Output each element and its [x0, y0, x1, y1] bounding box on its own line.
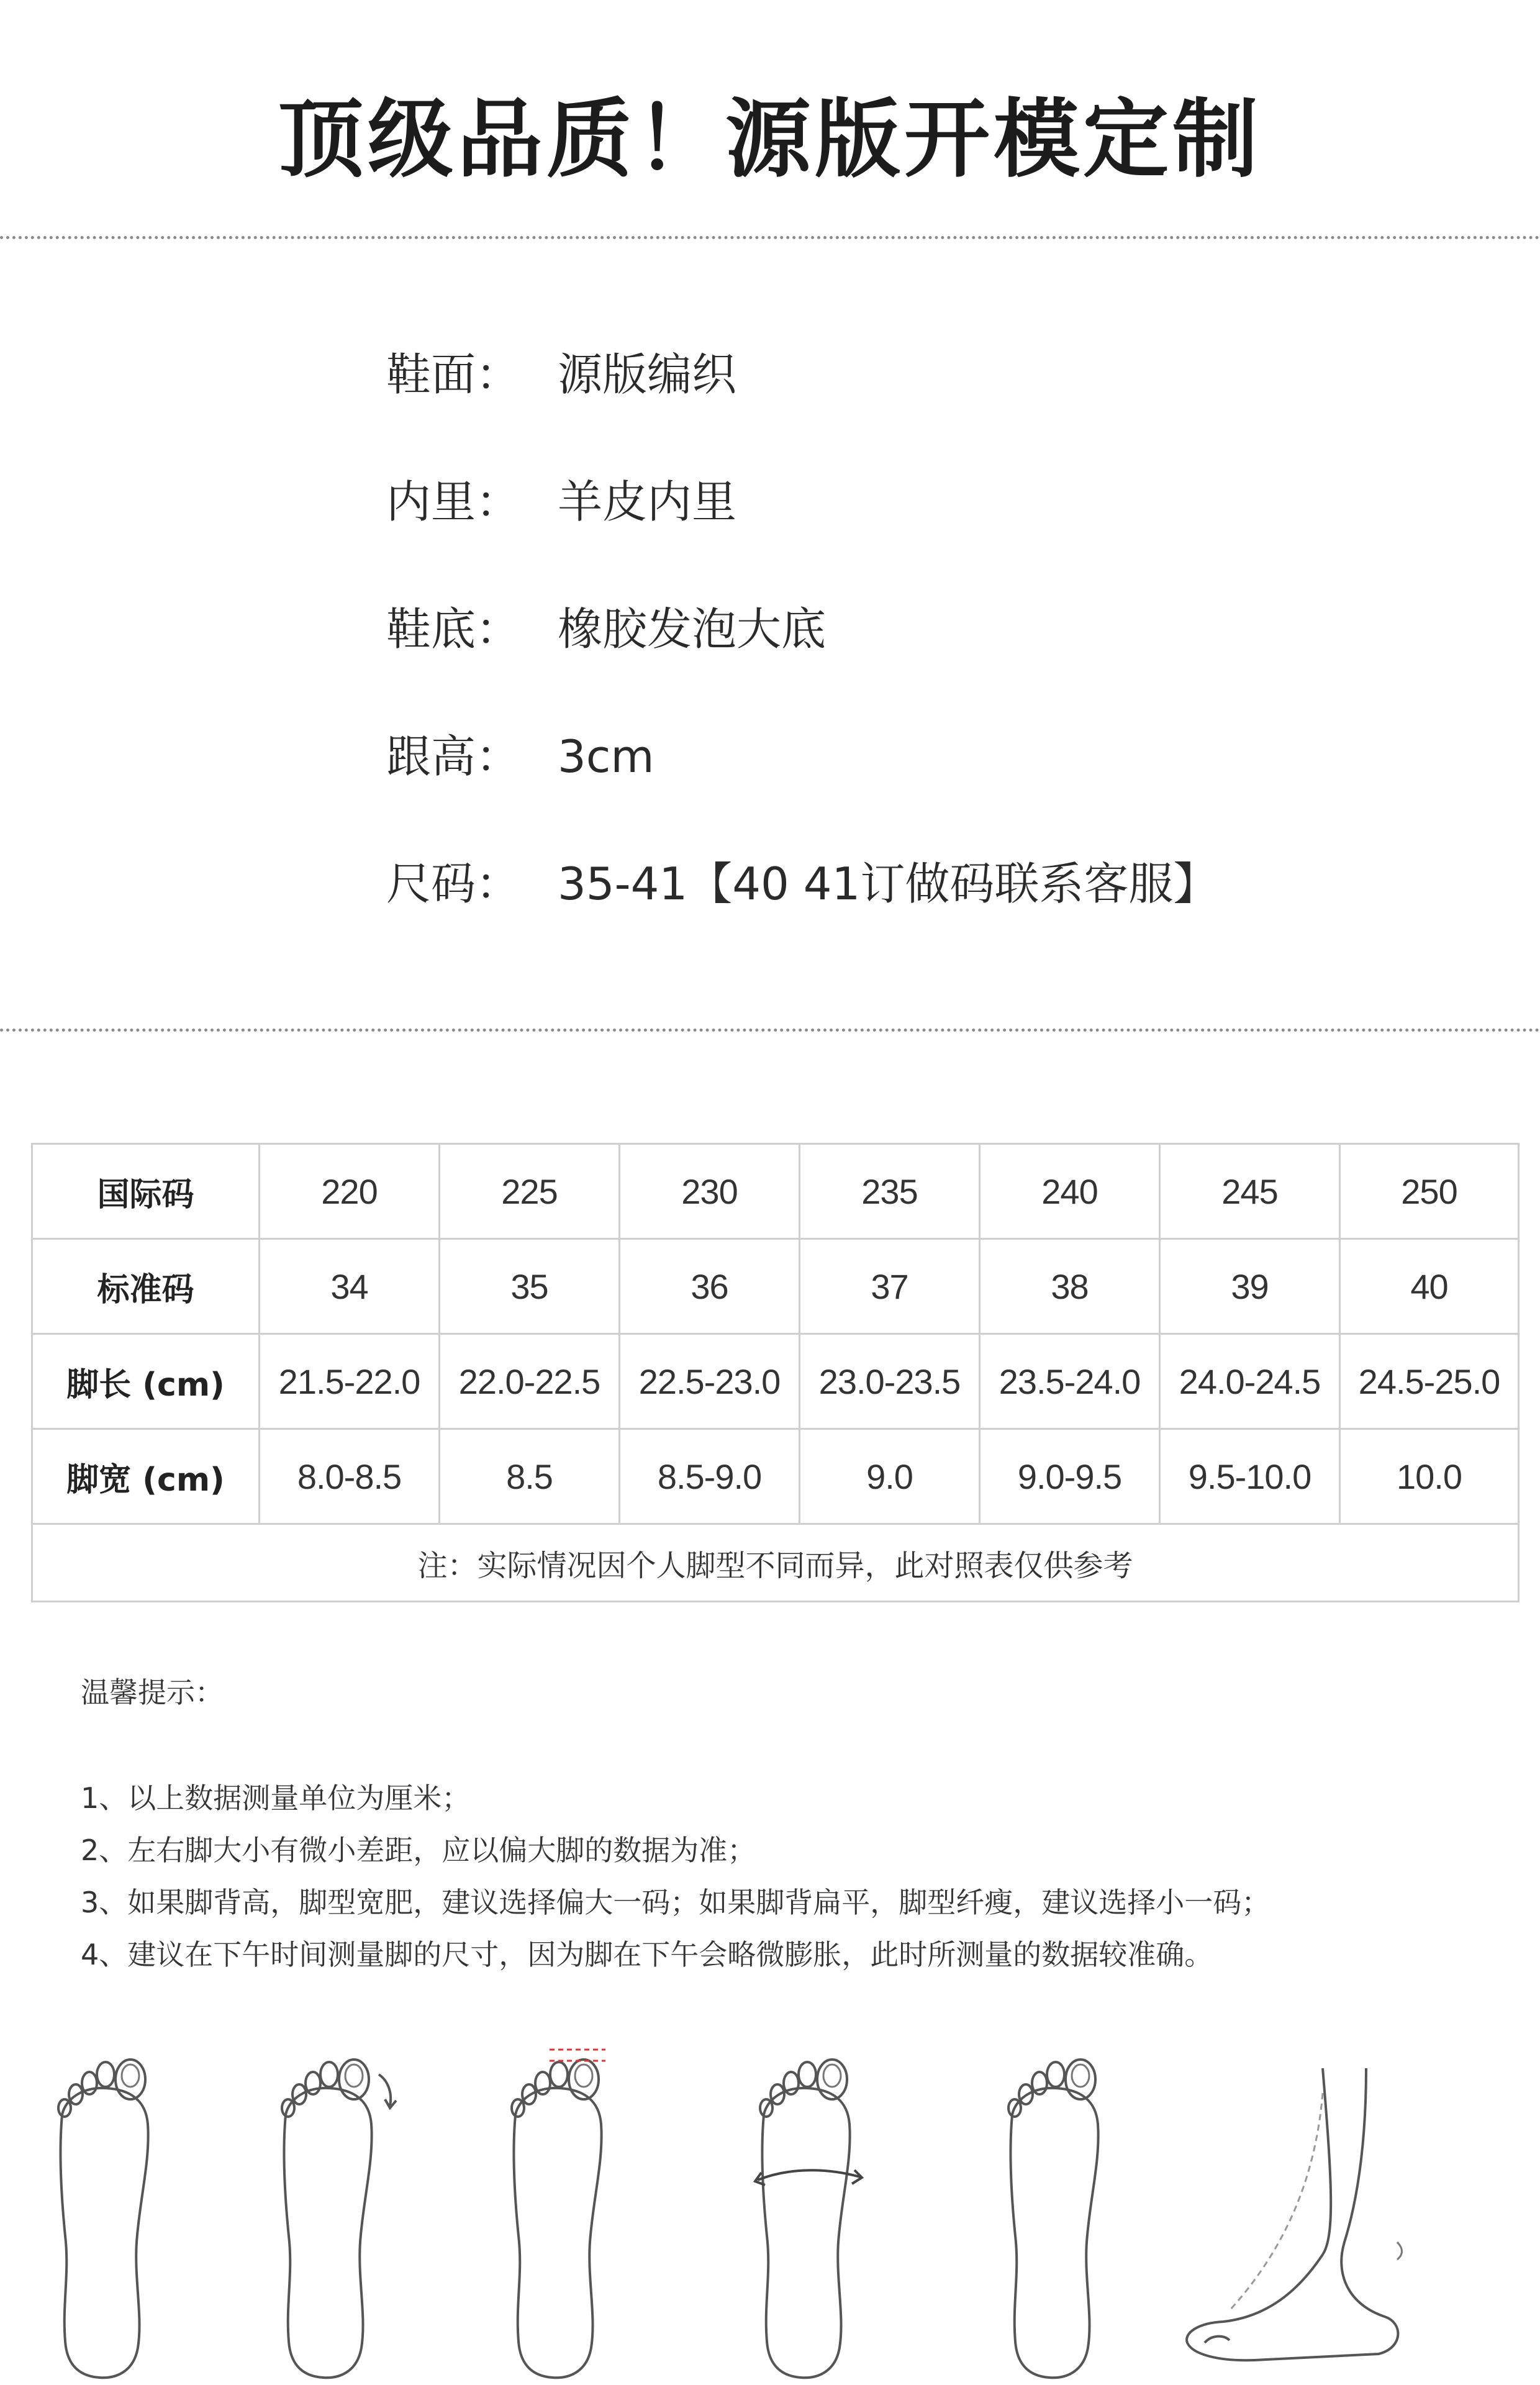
table-cell: 22.0-22.5	[440, 1334, 620, 1429]
foot-illustrations	[0, 2025, 1540, 2385]
row-header: 国际码	[32, 1144, 260, 1239]
table-row-foot-length	[32, 1334, 1519, 1429]
table-cell: 9.0	[800, 1429, 980, 1524]
table-cell: 24.5-25.0	[1340, 1334, 1519, 1429]
spec-label: 尺码：	[386, 858, 521, 910]
table-cell: 34	[260, 1239, 440, 1334]
spec-label: 鞋底：	[386, 603, 521, 655]
tips-title: 温馨提示：	[81, 1676, 224, 1709]
tip-item: 1、以上数据测量单位为厘米；	[81, 1781, 471, 1815]
spec-label: 内里：	[386, 476, 521, 528]
table-cell: 245	[1160, 1144, 1340, 1239]
table-cell: 21.5-22.0	[260, 1334, 440, 1429]
table-cell: 240	[980, 1144, 1160, 1239]
table-cell: 8.0-8.5	[260, 1429, 440, 1524]
table-cell: 8.5-9.0	[620, 1429, 800, 1524]
table-cell: 250	[1340, 1144, 1519, 1239]
table-cell: 9.0-9.5	[980, 1429, 1160, 1524]
table-cell: 23.5-24.0	[980, 1334, 1160, 1429]
table-cell: 22.5-23.0	[620, 1334, 800, 1429]
foot-outline-icon	[1008, 2060, 1098, 2378]
table-cell: 9.5-10.0	[1160, 1429, 1340, 1524]
row-header: 标准码	[32, 1239, 260, 1334]
tip-item: 4、建议在下午时间测量脚的尺寸，因为脚在下午会略微膨胀，此时所测量的数据较准确。	[81, 1938, 1213, 1971]
foot-big-toe-arrow-icon	[282, 2060, 396, 2378]
table-cell: 10.0	[1340, 1429, 1519, 1524]
row-header: 脚宽 (cm)	[32, 1429, 260, 1524]
table-cell: 225	[440, 1144, 620, 1239]
page-title: 顶级品质！源版开模定制	[278, 89, 1262, 189]
foot-side-view-icon	[1187, 2068, 1402, 2360]
tip-item: 2、左右脚大小有微小差距，应以偏大脚的数据为准；	[81, 1833, 756, 1867]
table-cell: 38	[980, 1239, 1160, 1334]
spec-value: 35-41【40 41订做码联系客服】	[558, 858, 1218, 910]
dotted-divider-top	[0, 236, 1540, 239]
table-cell: 40	[1340, 1239, 1519, 1334]
table-cell: 220	[260, 1144, 440, 1239]
foot-width-measure-icon	[755, 2060, 862, 2378]
table-cell: 230	[620, 1144, 800, 1239]
size-chart-table	[31, 1143, 1520, 1602]
table-cell: 36	[620, 1239, 800, 1334]
foot-outline-icon	[58, 2060, 148, 2378]
spec-value: 3cm	[558, 730, 654, 783]
spec-value: 橡胶发泡大底	[558, 603, 827, 655]
table-cell: 24.0-24.5	[1160, 1334, 1340, 1429]
table-cell: 8.5	[440, 1429, 620, 1524]
table-cell: 35	[440, 1239, 620, 1334]
table-cell: 39	[1160, 1239, 1340, 1334]
tip-item: 3、如果脚背高，脚型宽肥，建议选择偏大一码；如果脚背扁平，脚型纤瘦，建议选择小一码；	[81, 1886, 1270, 1919]
table-row-intl-size	[32, 1144, 1519, 1239]
dotted-divider-middle	[0, 1029, 1540, 1032]
table-cell: 235	[800, 1144, 980, 1239]
row-header: 脚长 (cm)	[32, 1334, 260, 1429]
table-cell: 23.0-23.5	[800, 1334, 980, 1429]
spec-label: 鞋面：	[386, 348, 521, 401]
spec-label: 跟高：	[386, 730, 521, 783]
table-row-note	[32, 1524, 1519, 1602]
table-note: 注：实际情况因个人脚型不同而异，此对照表仅供参考	[32, 1524, 1519, 1602]
table-row-foot-width	[32, 1429, 1519, 1524]
table-row-standard-size	[32, 1239, 1519, 1334]
foot-toe-length-icon	[512, 2050, 605, 2378]
spec-value: 羊皮内里	[558, 476, 737, 528]
spec-value: 源版编织	[558, 348, 737, 401]
table-cell: 37	[800, 1239, 980, 1334]
